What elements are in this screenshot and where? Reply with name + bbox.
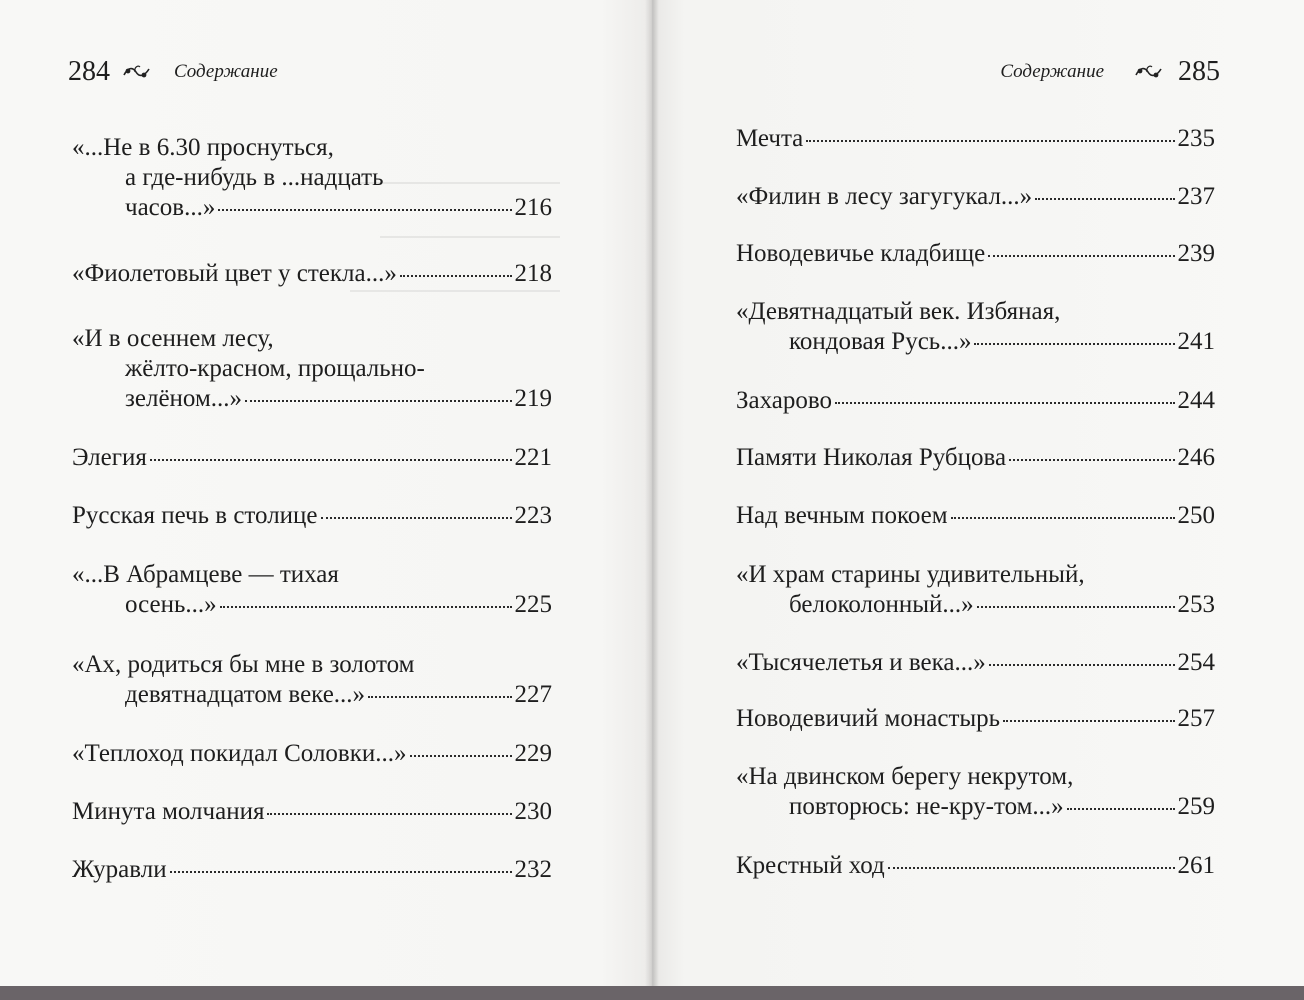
dot-leader — [974, 343, 1174, 345]
fleuron-ornament-icon — [122, 63, 152, 81]
toc-page-number: 257 — [1177, 705, 1215, 732]
toc-entry-line: девятнадцатом веке...» — [125, 681, 366, 708]
toc-entry — [736, 501, 1215, 531]
toc-entry-line: зелёном...» — [125, 385, 243, 412]
dot-leader — [977, 606, 1175, 608]
toc-entry-line: «Девятнадцатый век. Избяная, — [736, 298, 1061, 325]
dot-leader — [410, 755, 512, 757]
toc-page-number: 259 — [1177, 793, 1215, 820]
toc-page-number: 237 — [1177, 183, 1215, 210]
toc-entry — [736, 386, 1215, 416]
dot-leader — [267, 813, 511, 815]
fleuron-ornament-icon — [1134, 63, 1164, 81]
toc-entry-line: «И в осеннем лесу, — [72, 325, 274, 352]
toc-entry-line: Мечта — [736, 125, 804, 152]
toc-page-number: 216 — [514, 194, 552, 221]
toc-entry — [736, 297, 1215, 357]
toc-entry-line: «Тысячелетья и века...» — [736, 649, 986, 676]
toc-entry-line: «На двинском берегу некрутом, — [736, 763, 1074, 790]
toc-page-number: 241 — [1177, 328, 1215, 355]
toc-entry-line: Новодевичий монастырь — [736, 705, 1001, 732]
left-page-number: 284 — [68, 56, 110, 87]
toc-page-number: 232 — [514, 856, 552, 883]
toc-entry-line: «И храм старины удивительный, — [736, 561, 1085, 588]
dot-leader — [988, 255, 1174, 257]
dot-leader — [1067, 808, 1175, 810]
left-page-header — [68, 52, 278, 92]
dot-leader — [321, 517, 512, 519]
dot-leader — [368, 696, 511, 698]
toc-entry-line: Минута молчания — [72, 798, 265, 825]
toc-entry-line: «Теплоход покидал Соловки...» — [72, 740, 407, 767]
left-running-title: Содержание — [174, 61, 278, 82]
toc-page-number: 239 — [1177, 240, 1215, 267]
toc-entry-line: часов...» — [125, 194, 216, 221]
toc-page-number: 219 — [514, 385, 552, 412]
toc-entry — [736, 704, 1215, 734]
dot-leader — [400, 275, 512, 277]
toc-entry-line: Над вечным покоем — [736, 502, 948, 529]
toc-entry-line: Новодевичье кладбище — [736, 240, 986, 267]
right-page-header — [1000, 52, 1220, 92]
toc-entry — [72, 443, 552, 473]
toc-entry-line: Журавли — [72, 856, 167, 883]
toc-entry-line: «...В Абрамцеве — тихая — [72, 561, 339, 588]
toc-entry-line: Элегия — [72, 444, 147, 471]
toc-page-number: 218 — [514, 260, 552, 287]
toc-entry-line: осень...» — [125, 591, 217, 618]
toc-entry — [736, 182, 1215, 212]
toc-page-number: 235 — [1177, 125, 1215, 152]
toc-entry — [736, 560, 1215, 620]
toc-entry-line: повторюсь: не-кру-том...» — [789, 793, 1064, 820]
scan-bottom-edge — [0, 986, 1304, 1000]
dot-leader — [1035, 198, 1174, 200]
toc-page-number: 225 — [514, 591, 552, 618]
right-page-number: 285 — [1178, 56, 1220, 87]
toc-entry — [736, 762, 1215, 822]
toc-entry-line: жёлто-красном, прощально- — [125, 355, 425, 382]
toc-entry-line: кондовая Русь...» — [789, 328, 972, 355]
toc-entry — [72, 560, 552, 620]
toc-entry — [72, 855, 552, 885]
book-gutter — [645, 0, 659, 990]
toc-entry — [736, 443, 1215, 473]
toc-entry-line: белоколонный...» — [789, 591, 974, 618]
dot-leader — [951, 517, 1175, 519]
toc-entry — [72, 739, 552, 769]
toc-entry — [72, 133, 552, 223]
toc-entry — [72, 650, 552, 710]
toc-entry-line: а где-нибудь в ...надцать — [125, 164, 384, 191]
dot-leader — [806, 140, 1174, 142]
dot-leader — [220, 606, 512, 608]
toc-entry — [72, 501, 552, 531]
toc-page-number: 227 — [514, 681, 552, 708]
toc-entry-line: «...Не в 6.30 проснуться, — [72, 134, 334, 161]
toc-entry — [72, 797, 552, 827]
toc-entry-line: «Ах, родиться бы мне в золотом — [72, 651, 415, 678]
toc-entry — [736, 239, 1215, 269]
dot-leader — [150, 459, 512, 461]
dot-leader — [989, 664, 1175, 666]
toc-entry — [736, 124, 1215, 154]
toc-entry-line: «Фиолетовый цвет у стекла...» — [72, 260, 397, 287]
toc-page-number: 261 — [1177, 852, 1215, 879]
dot-leader — [218, 209, 511, 211]
toc-entry-line: Русская печь в столице — [72, 502, 318, 529]
toc-entry-line: Захарово — [736, 387, 833, 414]
toc-page-number: 221 — [514, 444, 552, 471]
toc-page-number: 230 — [514, 798, 552, 825]
toc-entry-line: «Филин в лесу загугукал...» — [736, 183, 1033, 210]
toc-page-number: 229 — [514, 740, 552, 767]
toc-entry — [736, 851, 1215, 881]
toc-entry-line: Памяти Николая Рубцова — [736, 444, 1007, 471]
dot-leader — [245, 400, 511, 402]
toc-page-number: 250 — [1177, 502, 1215, 529]
toc-entry — [72, 324, 552, 414]
right-running-title: Содержание — [1000, 61, 1104, 82]
dot-leader — [170, 871, 512, 873]
toc-page-number: 253 — [1177, 591, 1215, 618]
dot-leader — [1009, 459, 1174, 461]
toc-page-number: 223 — [514, 502, 552, 529]
dot-leader — [835, 402, 1174, 404]
toc-entry-line: Крестный ход — [736, 852, 885, 879]
toc-entry — [736, 648, 1215, 678]
toc-page-number: 246 — [1177, 444, 1215, 471]
toc-page-number: 244 — [1177, 387, 1215, 414]
toc-entry — [72, 259, 552, 289]
dot-leader — [888, 867, 1175, 869]
toc-page-number: 254 — [1177, 649, 1215, 676]
dot-leader — [1003, 720, 1174, 722]
